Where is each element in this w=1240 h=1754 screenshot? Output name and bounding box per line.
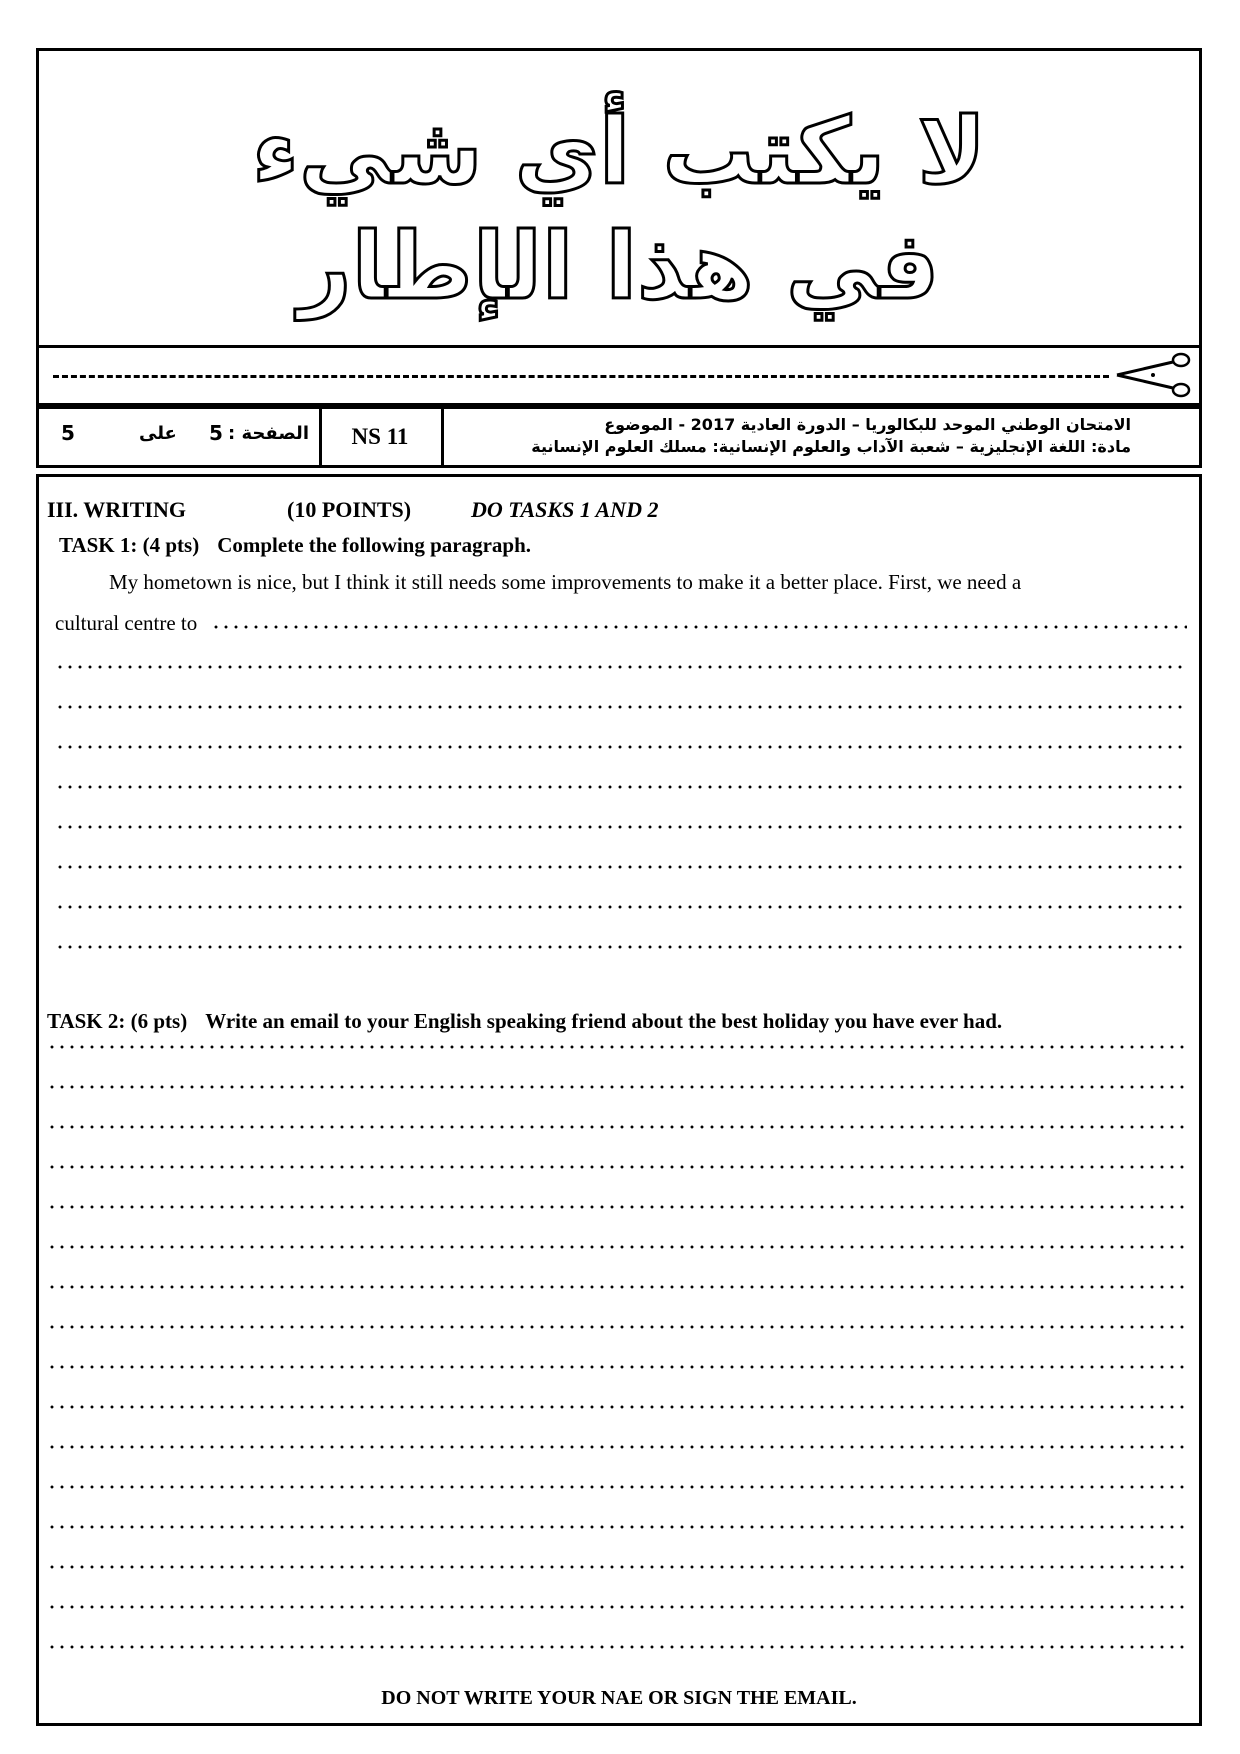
task2-answer-line[interactable] [47,1045,1187,1049]
exam-title-line-1: الامتحان الوطني الموحد للبكالوريا – الدورة العادية 2017 - الموضوع [604,415,1131,434]
task2-answer-line[interactable] [47,1525,1187,1529]
cut-dashed-line [53,375,1109,378]
page-total: 5 [61,421,75,445]
task2-answer-line[interactable] [47,1405,1187,1409]
task2-answer-line[interactable] [47,1125,1187,1129]
warning-line-1: لا يكتب أي شيء [251,98,987,205]
task2-answer-line[interactable] [47,1245,1187,1249]
task2-answer-line[interactable] [47,1085,1187,1089]
task2-answer-line[interactable] [47,1645,1187,1649]
task1-answer-line[interactable] [55,665,1187,669]
writing-section-frame [36,474,1202,1726]
task1-answer-line[interactable] [211,625,1187,629]
task1-description: Complete the following paragraph. [217,533,532,557]
task1-answer-line[interactable] [55,865,1187,869]
page-of-label: على [139,423,177,444]
task1-answer-line[interactable] [55,945,1187,949]
task2-answer-line[interactable] [47,1365,1187,1369]
task2-answer-line[interactable] [47,1285,1187,1289]
scissors-icon [1113,352,1193,398]
task2-label: TASK 2: (6 pts) [47,1009,188,1033]
task1-answer-line[interactable] [55,705,1187,709]
warning-line-2: في هذا الإطار [298,213,940,320]
task1-heading [59,533,531,558]
task2-answer-line[interactable] [47,1165,1187,1169]
do-not-write-frame [36,48,1202,348]
exam-title [441,409,1199,465]
exam-header [36,406,1202,468]
task2-answer-line[interactable] [47,1325,1187,1329]
exam-code: NS 11 [319,409,444,465]
task1-answer-line[interactable] [55,745,1187,749]
task2-answer-line[interactable] [47,1605,1187,1609]
task2-answer-line[interactable] [47,1445,1187,1449]
page-label: الصفحة : [228,423,309,444]
task2-description: Write an email to your English speaking friend about the best holiday you have ever had. [205,1009,1003,1033]
task1-answer-line[interactable] [55,905,1187,909]
section-instruction: DO TASKS 1 AND 2 [471,497,659,522]
cut-line-strip [36,348,1202,406]
exam-title-line-2: مادة: اللغة الإنجليزية – شعبة الآداب والعلوم الإنسانية: مسلك العلوم الإنسانية [531,437,1131,456]
footer-note: DO NOT WRITE YOUR NAE OR SIGN THE EMAIL. [381,1687,857,1709]
page-indicator [39,409,322,465]
task1-prefix: cultural centre to [55,611,198,635]
task2-heading [47,1009,1002,1034]
section-points: (10 POINTS) [287,497,412,522]
section-heading [47,497,659,523]
task2-answer-line[interactable] [47,1205,1187,1209]
task1-paragraph-text: My hometown is nice, but I think it still needs some improvements to make it a better place. First, we need a [109,570,1022,594]
task1-paragraph [55,569,1191,596]
task2-answer-line[interactable] [47,1565,1187,1569]
page-current: 5 [209,421,223,445]
section-title: III. WRITING [47,497,186,522]
task2-answer-line[interactable] [47,1485,1187,1489]
task1-answer-line[interactable] [55,825,1187,829]
task1-answer-line[interactable] [55,785,1187,789]
task1-label: TASK 1: (4 pts) [59,533,200,557]
